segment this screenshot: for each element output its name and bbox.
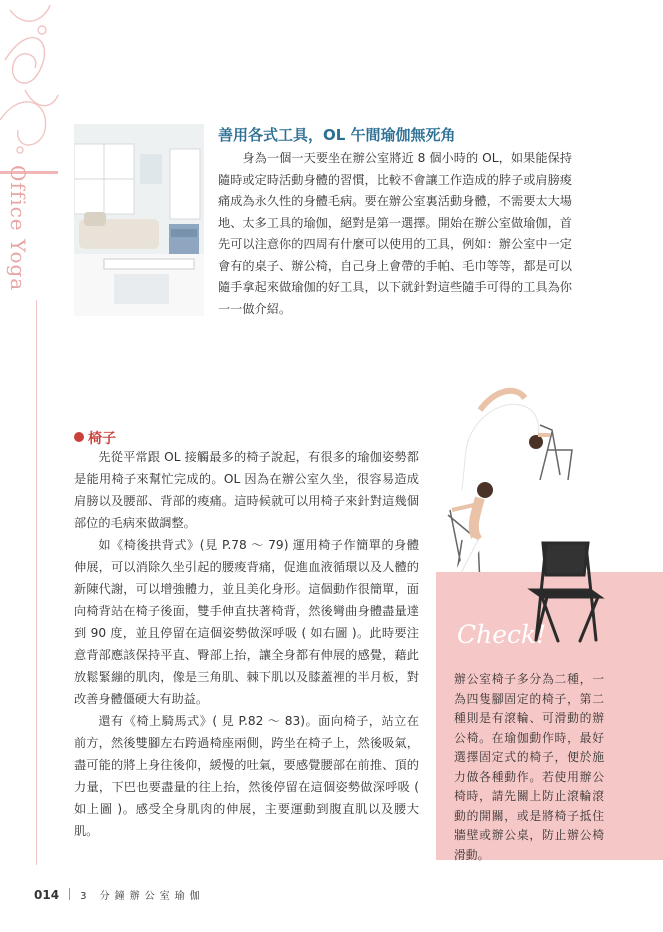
office-photo xyxy=(74,124,204,316)
margin-rule xyxy=(36,300,37,865)
intro-paragraph: 身為一個一天要坐在辦公室將近 8 個小時的 OL，如果能保持隨時或定時活動身體的習慣，比較不會讓工作造成的脖子或肩膀痠痛成為永久性的身體毛病。要在辦公室裏活動身體，不需要太大場地、太多工具的瑜伽，絕對是第一選擇。開始在辦公室做瑜伽，首先可以注意你的四周有什麼可以使用的工具，例如：辦公室中一定會有的桌子、辦公椅，自己身上會帶的手帕、毛巾等等，都是可以隨手拿起來做瑜伽的好工具，以下就針對這些隨手可得的工具為你一一做介紹。 xyxy=(218,151,572,316)
bullet-icon xyxy=(74,432,84,442)
section-heading xyxy=(74,428,116,448)
paragraph: 還有《椅上騎馬式》( 見 P.82 ～ 83)。面向椅子，站立在前方，然後雙腳左右跨過椅座兩側，跨坐在椅子上，然後吸氣，盡可能的將上身往後仰，緩慢的吐氣，要感覺腰部在前推、頂的力量，下巴也要盡量的往上抬，然後停留在這個姿勢做深呼吸 ( 如上圖 )。感受全身肌肉的伸展，主要運動到腹直肌以及腰大肌。 xyxy=(74,714,419,838)
footer-divider xyxy=(69,888,70,900)
intro-text xyxy=(218,148,572,320)
page-footer xyxy=(34,887,205,902)
side-title: Office Yoga xyxy=(6,165,30,292)
check-title: Check! xyxy=(457,620,547,649)
page-number: 014 xyxy=(34,888,60,902)
decorative-swirl xyxy=(0,0,60,932)
book-title: 3 分鐘辦公室瑜伽 xyxy=(80,891,205,902)
section-body xyxy=(74,446,419,842)
intro-title: 善用各式工具，OL 午間瑜伽無死角 xyxy=(218,126,456,144)
section-heading-label: 椅子 xyxy=(88,431,116,447)
check-text: 辦公室椅子多分為二種，一為四隻腳固定的椅子，第二種則是有滾輪、可滑動的辦公椅。在瑜伽動作時，最好選擇固定式的椅子，便於施力做各種動作。若使用辦公椅時，請先關上防止滾輪滾動的開關，或是將椅子抵住牆壁或辦公桌，防止辦公椅滑動。 xyxy=(454,672,604,862)
paragraph: 先從平常跟 OL 接觸最多的椅子說起，有很多的瑜伽姿勢都是能用椅子來幫忙完成的。OL 因為在辦公室久坐，很容易造成肩膀以及腰部、背部的痠痛。這時候就可以用椅子來針對這幾個部位的毛病來做調整。 xyxy=(74,450,419,530)
paragraph: 如《椅後拱背式》(見 P.78 ～ 79) 運用椅子作簡單的身體伸展，可以消除久坐引起的腰痠背痛，促進血液循環以及人體的新陳代謝，可以增強體力，並且美化身形。這個動作很簡單，面向椅背站在椅子後面，雙手伸直扶著椅背，然後彎曲身體盡量達到 90 度，並且停留在這個姿勢做深呼吸 ( 如右圖 )。此時要注意背部應該保持平直、臀部上抬，讓全身都有伸展的感覺，藉此放鬆緊繃的肌肉，像是三角肌、棘下肌以及膝蓋裡的半月板，對改善身體僵硬大有助益。 xyxy=(74,538,419,706)
